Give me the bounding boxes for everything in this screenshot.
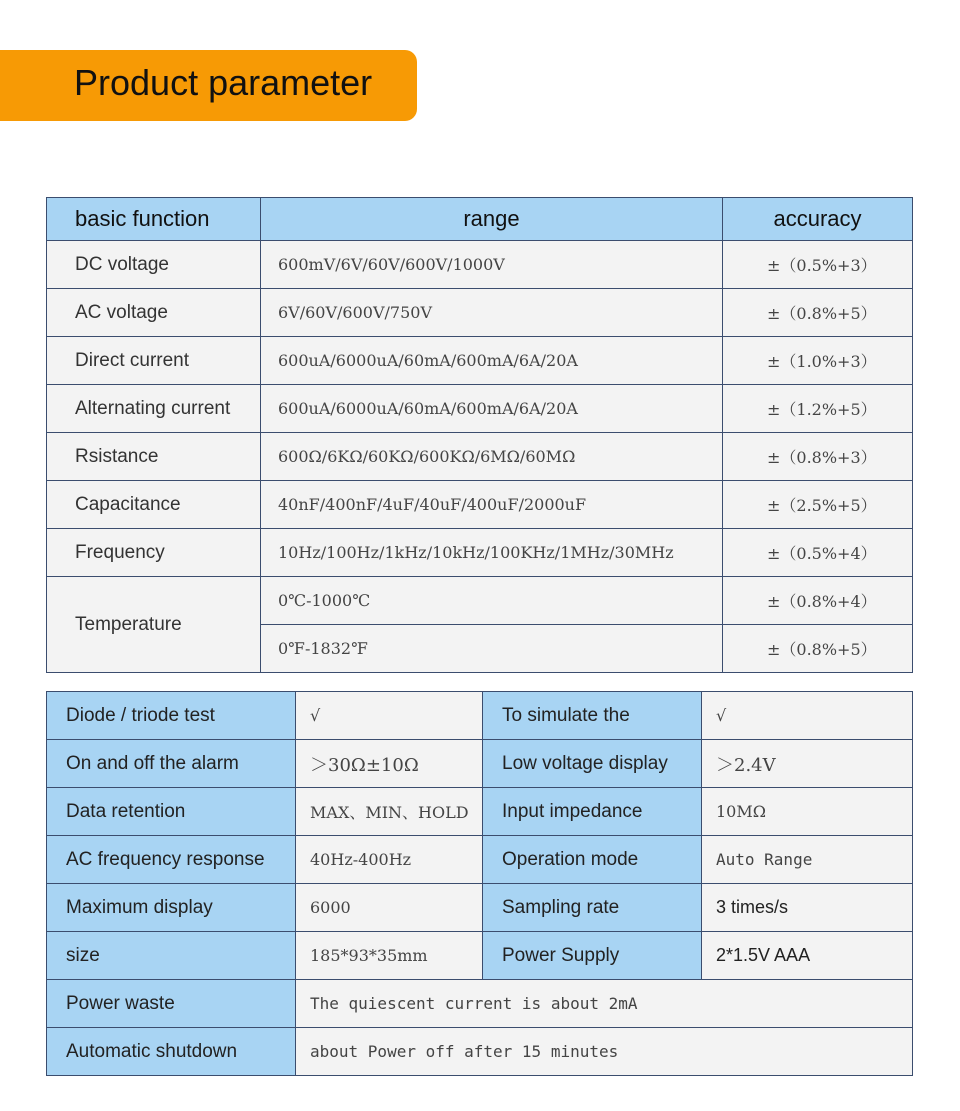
feature-label: To simulate the [483,692,702,740]
table-row-wide [47,980,913,1028]
feature-value: MAX、MIN、HOLD [296,788,483,836]
feature-value: Auto Range [702,836,913,884]
feature-value: 3 times/s [702,884,913,932]
accuracy-cell: ±（0.8%+3） [723,433,913,481]
table-row [47,529,913,577]
page-title: Product parameter [74,62,373,103]
accuracy-cell: ±（0.5%+3） [723,241,913,289]
feature-value: √ [702,692,913,740]
accuracy-cell: ±（2.5%+5） [723,481,913,529]
feature-value: 6000 [296,884,483,932]
range-cell: 600uA/6000uA/60mA/600mA/6A/20A [261,385,723,433]
accuracy-cell: ±（0.8%+5） [723,625,913,673]
range-cell: 0℃-1000℃ [261,577,723,625]
range-cell: 600Ω/6KΩ/60KΩ/600KΩ/6MΩ/60MΩ [261,433,723,481]
function-cell: Frequency [47,529,261,577]
function-cell: Rsistance [47,433,261,481]
header-accuracy: accuracy [723,198,913,241]
spec-table-header [47,198,913,241]
range-cell: 10Hz/100Hz/1kHz/10kHz/100KHz/1MHz/30MHz [261,529,723,577]
feature-value: 10MΩ [702,788,913,836]
function-cell-temperature: Temperature [47,577,261,673]
feature-label: size [47,932,296,980]
table-row [47,337,913,385]
table-row-temperature-celsius [47,577,913,625]
accuracy-cell: ±（0.5%+4） [723,529,913,577]
feature-label: Sampling rate [483,884,702,932]
feature-label: Low voltage display [483,740,702,788]
table-row [47,692,913,740]
function-cell: Alternating current [47,385,261,433]
feature-value: ＞2.4V [702,740,913,788]
table-row [47,836,913,884]
table-row [47,788,913,836]
function-cell: DC voltage [47,241,261,289]
range-cell: 600uA/6000uA/60mA/600mA/6A/20A [261,337,723,385]
feature-value: The quiescent current is about 2mA [296,980,913,1028]
table-row [47,740,913,788]
function-cell: AC voltage [47,289,261,337]
feature-label: Diode / triode test [47,692,296,740]
feature-value: 185*93*35mm [296,932,483,980]
feature-table [46,691,913,1076]
feature-value: √ [296,692,483,740]
accuracy-cell: ±（1.2%+5） [723,385,913,433]
feature-label: Data retention [47,788,296,836]
table-row [47,385,913,433]
range-cell: 6V/60V/600V/750V [261,289,723,337]
feature-label: Automatic shutdown [47,1028,296,1076]
header-basic-function: basic function [47,198,261,241]
feature-label: AC frequency response [47,836,296,884]
feature-value: 2*1.5V AAA [702,932,913,980]
feature-label: Power Supply [483,932,702,980]
feature-label: Maximum display [47,884,296,932]
accuracy-cell: ±（1.0%+3） [723,337,913,385]
range-cell: 0℉-1832℉ [261,625,723,673]
table-row-wide [47,1028,913,1076]
feature-label: Operation mode [483,836,702,884]
accuracy-cell: ±（0.8%+5） [723,289,913,337]
feature-label: On and off the alarm [47,740,296,788]
table-row [47,289,913,337]
feature-value: about Power off after 15 minutes [296,1028,913,1076]
function-cell: Direct current [47,337,261,385]
spec-table [46,197,913,673]
range-cell: 40nF/400nF/4uF/40uF/400uF/2000uF [261,481,723,529]
feature-value: 40Hz-400Hz [296,836,483,884]
table-row [47,481,913,529]
table-row [47,932,913,980]
feature-label: Input impedance [483,788,702,836]
range-cell: 600mV/6V/60V/600V/1000V [261,241,723,289]
feature-value: ＞30Ω±10Ω [296,740,483,788]
table-row [47,241,913,289]
header-range: range [261,198,723,241]
feature-label: Power waste [47,980,296,1028]
table-row [47,433,913,481]
function-cell: Capacitance [47,481,261,529]
accuracy-cell: ±（0.8%+4） [723,577,913,625]
table-row [47,884,913,932]
